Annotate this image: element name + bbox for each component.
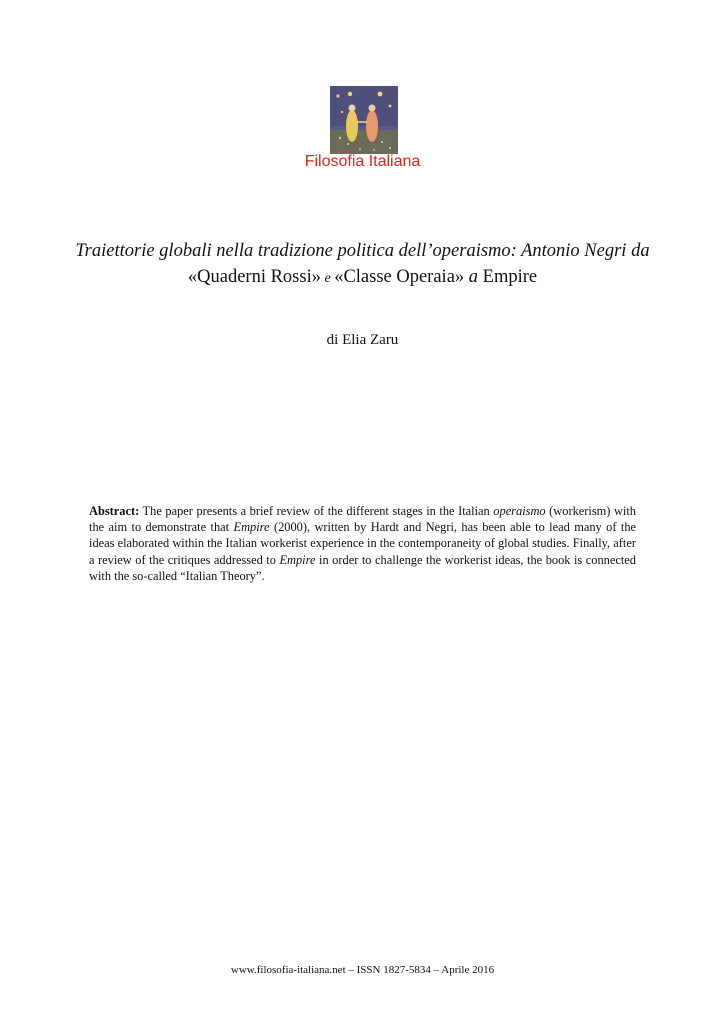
abstract-paragraph xyxy=(89,503,636,584)
journal-name: Filosofia Italiana xyxy=(304,153,421,170)
abstract-label: Abstract: xyxy=(89,504,140,518)
journal-logo xyxy=(330,86,398,154)
title-conjunction-e: e xyxy=(320,271,335,286)
abstract-text-1: The paper presents a brief review of the different stages in the Italian xyxy=(139,504,494,518)
abstract-operaismo: operaismo xyxy=(493,504,546,518)
paper-title xyxy=(60,238,665,292)
page-footer: www.filosofia-italiana.net – ISSN 1827-5834 – Aprile 2016 xyxy=(230,964,495,976)
abstract-empire-1: Empire xyxy=(233,520,270,535)
title-classe-operaia: «Classe Operaia» xyxy=(334,267,465,287)
abstract-text-2: (workerism) with the aim to demonstrate that xyxy=(89,504,636,535)
title-preposition-a: a xyxy=(464,267,483,287)
title-empire: Empire xyxy=(482,267,538,287)
title-line-1: Traiettorie globali nella tradizione politica dell’operaismo: Antonio Negri da xyxy=(75,241,650,261)
author-line: di Elia Zaru xyxy=(326,332,399,348)
title-quaderni-rossi: «Quaderni Rossi» xyxy=(187,267,321,287)
abstract-empire-2: Empire xyxy=(279,552,316,567)
painting-two-figures-icon xyxy=(330,86,398,154)
abstract-text-4: in order to challenge the workerist ideas, the book is connected with the so-called “Italian Theory”. xyxy=(89,552,636,583)
abstract-text-3: (2000), written by Hardt and Negri, has been able to lead many of the ideas elaborated within the Italian workerist experience in the contemporaneity of global studies. Finally, after a review of the critiques addressed to xyxy=(89,520,637,567)
